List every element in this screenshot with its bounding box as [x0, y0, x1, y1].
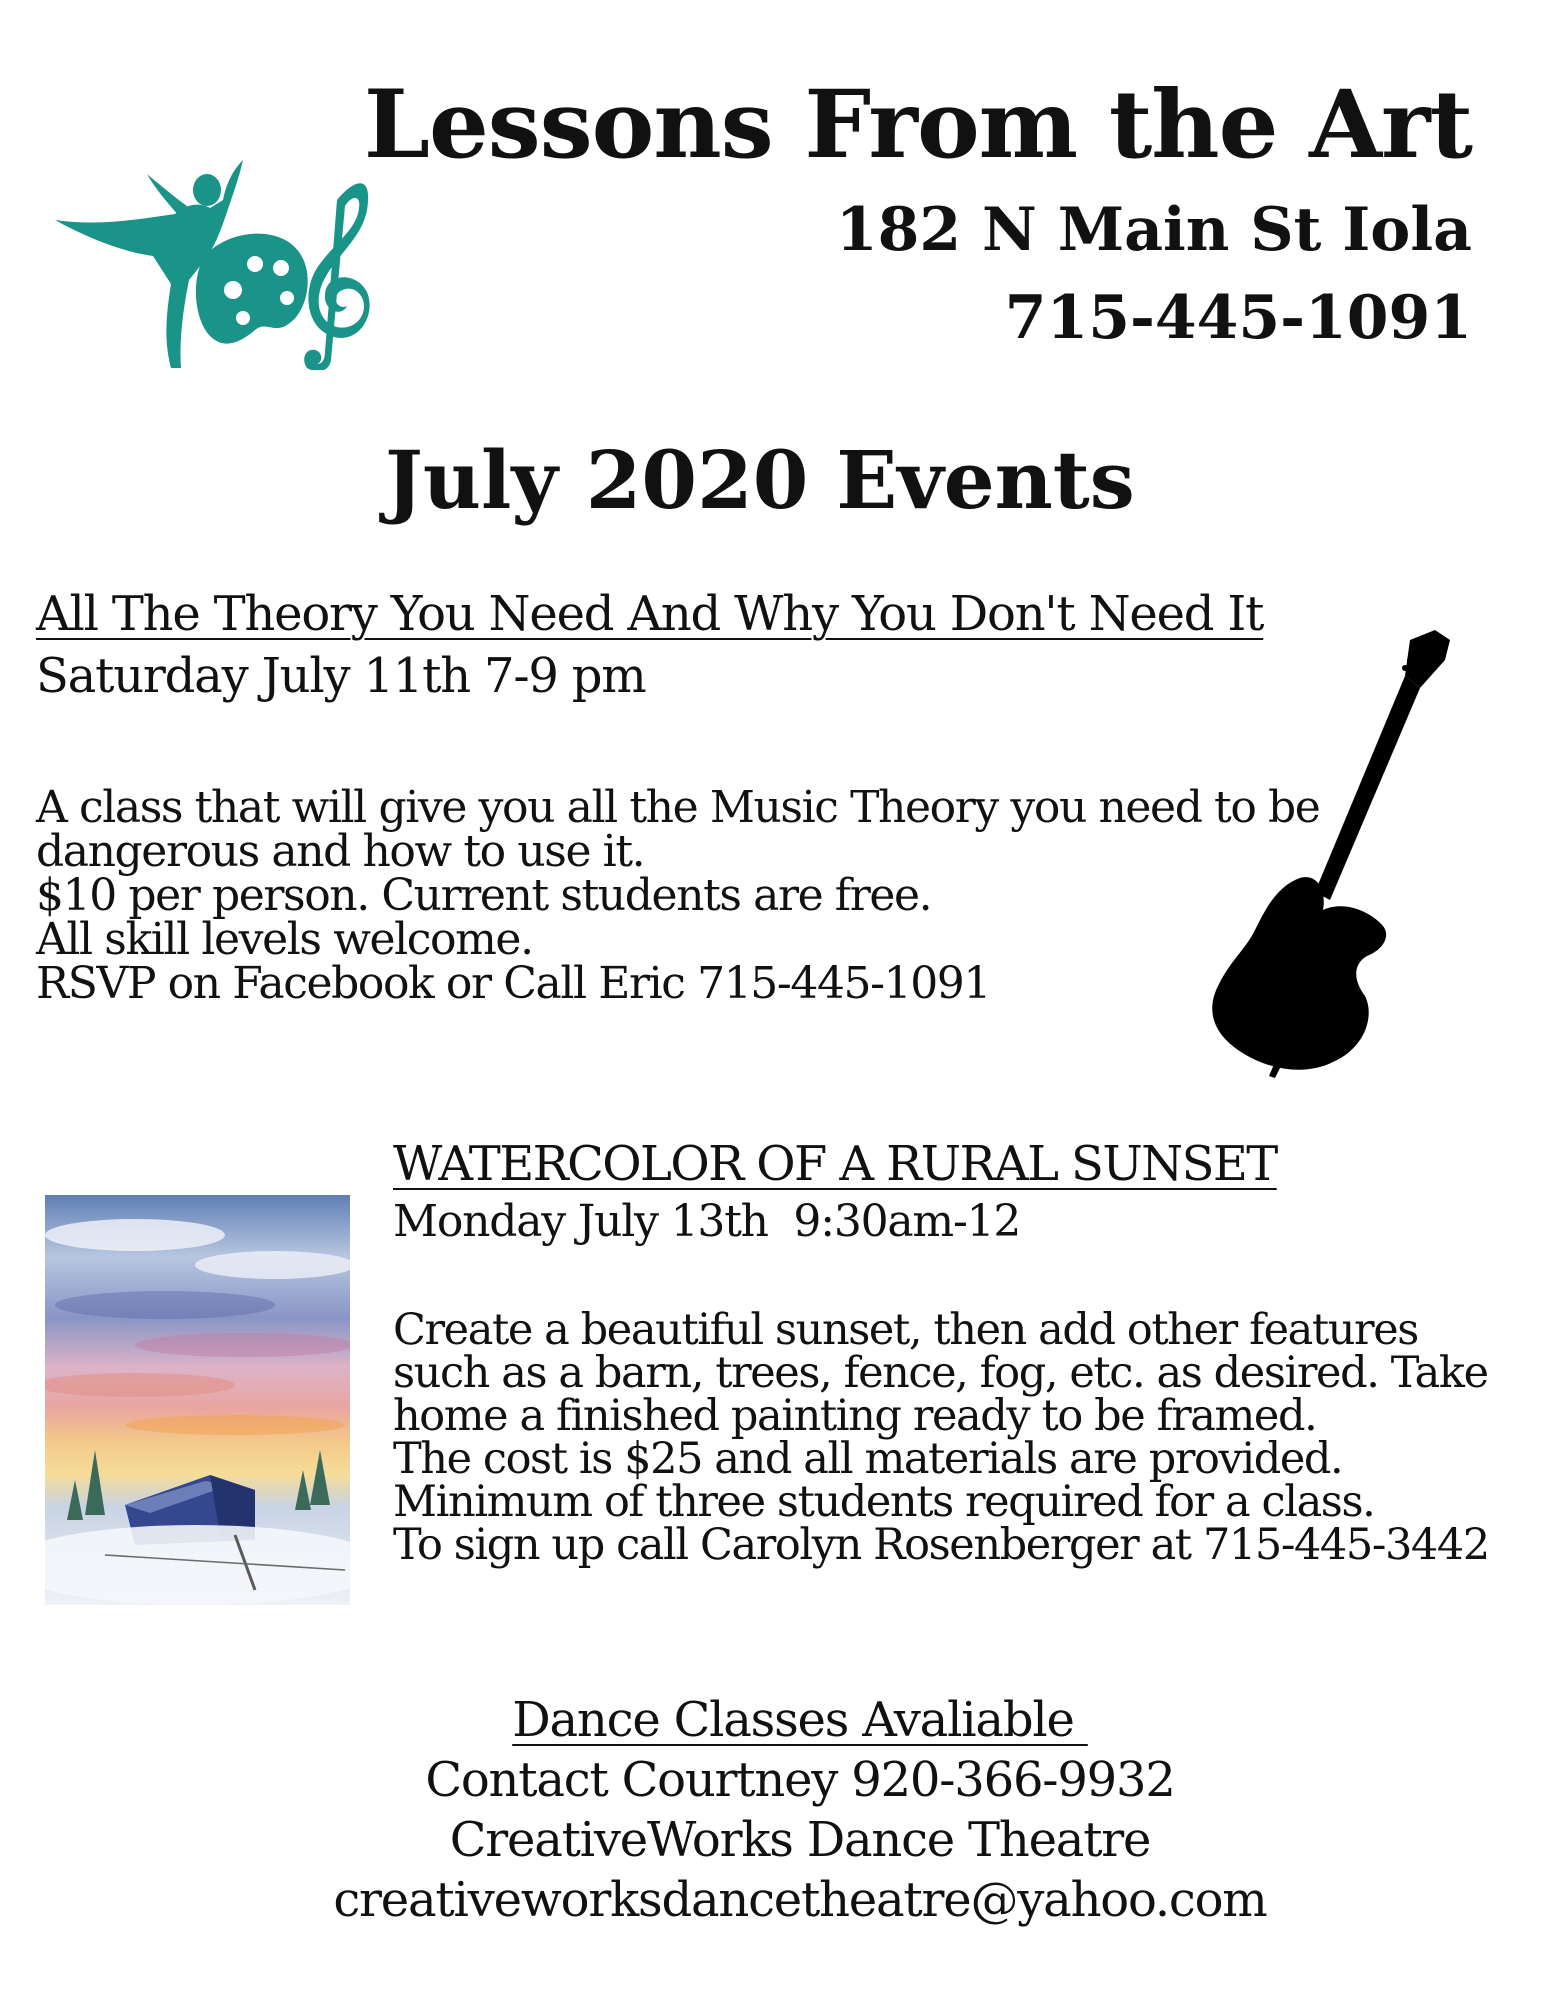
description-line: Create a beautiful sunset, then add other features: [393, 1305, 1418, 1355]
event-title: All The Theory You Need And Why You Don't Need It: [36, 586, 1264, 642]
description-line: $10 per person. Current students are free.: [36, 870, 932, 921]
dancer-palette-treble-clef-logo: [55, 160, 395, 370]
business-phone: 715-445-1091: [1004, 283, 1472, 353]
guitar-icon: [1205, 630, 1465, 1100]
event-title: WATERCOLOR OF A RURAL SUNSET: [393, 1136, 1277, 1192]
dance-organization: CreativeWorks Dance Theatre: [449, 1812, 1151, 1868]
watercolor-sunset-painting: [45, 1195, 350, 1605]
description-line: Minimum of three students required for a class.: [393, 1477, 1375, 1527]
month-heading: July 2020 Events: [385, 433, 1135, 527]
description-line: To sign up call Carolyn Rosenberger at 715-445-3442: [393, 1520, 1489, 1570]
description-line: dangerous and how to use it.: [36, 826, 645, 877]
description-line: RSVP on Facebook or Call Eric 715-445-1091: [36, 958, 990, 1009]
event-description: [393, 1305, 1489, 1570]
description-line: home a finished painting ready to be framed.: [393, 1391, 1317, 1441]
description-line: The cost is $25 and all materials are provided.: [393, 1434, 1343, 1484]
description-line: such as a barn, trees, fence, fog, etc. as desired. Take: [393, 1348, 1488, 1398]
event-description: [36, 782, 1320, 1009]
dance-section: [0, 1690, 1557, 1930]
event-date: Saturday July 11th 7-9 pm: [36, 648, 646, 704]
dance-contact: Contact Courtney 920-366-9932: [425, 1752, 1175, 1808]
business-title: Lessons From the Art: [363, 70, 1472, 180]
dance-email: creativeworksdancetheatre@yahoo.com: [333, 1872, 1267, 1928]
event-date: Monday July 13th 9:30am-12: [393, 1196, 1021, 1247]
description-line: All skill levels welcome.: [36, 914, 533, 965]
business-address: 182 N Main St Iola: [835, 195, 1472, 265]
description-line: A class that will give you all the Music Theory you need to be: [36, 782, 1320, 833]
dance-title: Dance Classes Avaliable: [512, 1692, 1088, 1748]
